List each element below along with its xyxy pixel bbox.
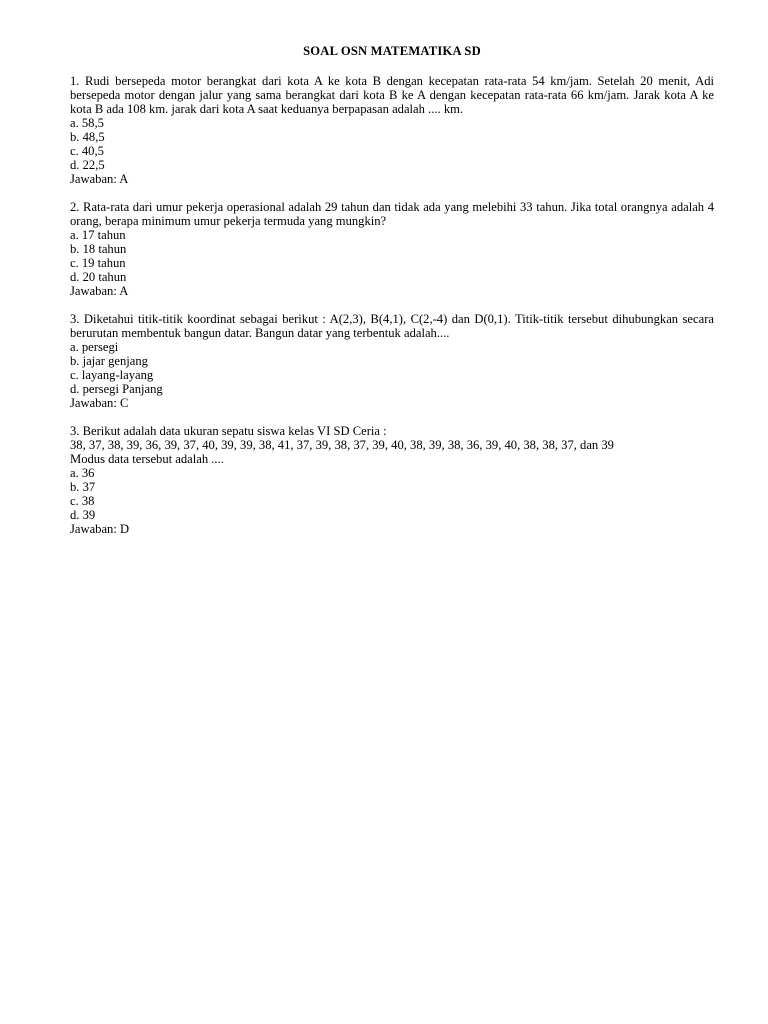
answer-options: [70, 116, 714, 172]
option-a: a. 17 tahun: [70, 228, 126, 242]
option-c: c. 38: [70, 494, 95, 508]
answer-options: [70, 228, 714, 284]
option-b: b. 37: [70, 480, 96, 494]
option-d: d. persegi Panjang: [70, 382, 163, 396]
option-c: c. 40,5: [70, 144, 104, 158]
question-3: [70, 312, 714, 410]
option-a: a. 58,5: [70, 116, 104, 130]
document-page: [70, 44, 714, 550]
answer-key: Jawaban: A: [70, 172, 129, 186]
question-text: 1. Rudi bersepeda motor berangkat dari kota A ke kota B dengan kecepatan rata-rata 54 km/jam. Setelah 20 menit, Adi bersepeda motor dengan jalur yang sama berangkat dari kota B ke A dengan kecepatan rata-rata 66 km/jam. Jarak kota A ke kota B ada 108 km. jarak dari kota A saat keduanya berpapasan adalah .... km.: [70, 74, 714, 116]
answer-options: [70, 340, 714, 396]
option-b: b. 48,5: [70, 130, 105, 144]
document-title: SOAL OSN MATEMATIKA SD: [303, 44, 481, 58]
question-text: 2. Rata-rata dari umur pekerja operasional adalah 29 tahun dan tidak ada yang melebihi 33 tahun. Jika total orangnya adalah 4 orang, berapa minimum umur pekerja termuda yang mungkin?: [70, 200, 714, 228]
answer-options: [70, 466, 714, 522]
option-c: c. 19 tahun: [70, 256, 126, 270]
option-d: d. 20 tahun: [70, 270, 127, 284]
question-text: 3. Diketahui titik-titik koordinat sebagai berikut : A(2,3), B(4,1), C(2,-4) dan D(0,1). Titik-titik tersebut dihubungkan secara berurutan membentuk bangun datar. Bangun datar yang terbentuk adalah....: [70, 312, 714, 340]
answer-key: Jawaban: A: [70, 284, 129, 298]
option-a: a. persegi: [70, 340, 119, 354]
option-d: d. 39: [70, 508, 96, 522]
option-b: b. jajar genjang: [70, 354, 148, 368]
option-b: b. 18 tahun: [70, 242, 127, 256]
question-4: [70, 424, 714, 536]
option-a: a. 36: [70, 466, 95, 480]
question-prompt: Modus data tersebut adalah ....: [70, 452, 224, 466]
question-1: [70, 74, 714, 186]
option-d: d. 22,5: [70, 158, 105, 172]
question-2: [70, 200, 714, 298]
shoe-size-data: 38, 37, 38, 39, 36, 39, 37, 40, 39, 39, 38, 41, 37, 39, 38, 37, 39, 40, 38, 39, 38, 36, 39, 40, 38, 38, 37, dan 39: [70, 438, 614, 452]
option-c: c. layang-layang: [70, 368, 154, 382]
answer-key: Jawaban: C: [70, 396, 129, 410]
question-text: 3. Berikut adalah data ukuran sepatu siswa kelas VI SD Ceria :: [70, 424, 387, 438]
answer-key: Jawaban: D: [70, 522, 130, 536]
